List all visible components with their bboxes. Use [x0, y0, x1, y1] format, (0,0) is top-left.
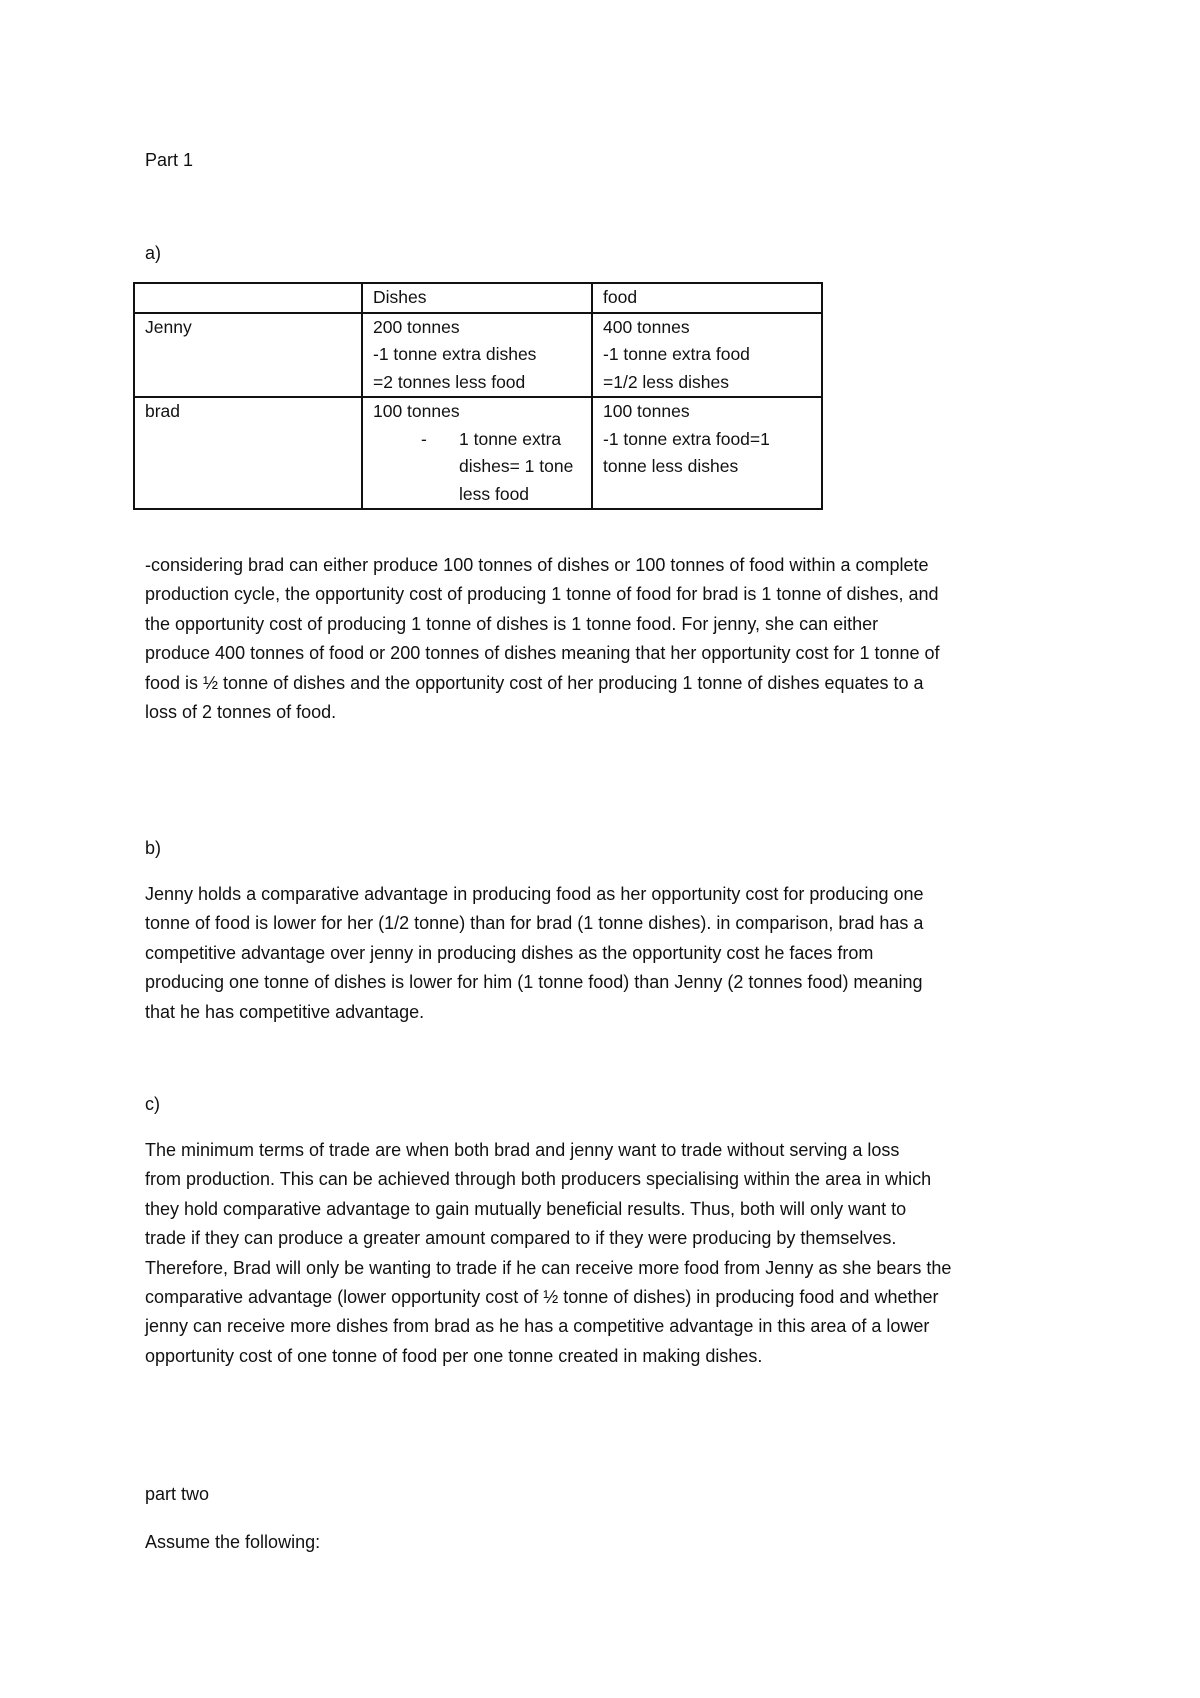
part-two-heading: part two: [145, 1484, 210, 1504]
section-a-label: a): [145, 243, 162, 263]
brad-food-line-3: tonne less dishes: [603, 456, 739, 476]
row-label-brad: brad: [134, 397, 362, 509]
brad-food-cell: [592, 397, 822, 509]
para-c-line: Therefore, Brad will only be wanting to trade if he can receive more food from Jenny as she bears the: [145, 1257, 952, 1278]
para-c-line: comparative advantage (lower opportunity cost of ½ tonne of dishes) in producing food and whether: [145, 1287, 939, 1308]
para-b-line: tonne of food is lower for her (1/2 tonne) than for brad (1 tonne dishes). in comparison, brad has a: [145, 913, 924, 934]
section-b-paragraph: [145, 880, 1080, 1027]
table-header-dishes: Dishes: [362, 283, 592, 313]
para-a-line: produce 400 tonnes of food or 200 tonnes of dishes meaning that her opportunity cost for 1 tonne of: [145, 643, 940, 664]
para-b-line: Jenny holds a comparative advantage in producing food as her opportunity cost for producing one: [145, 884, 924, 904]
jenny-food-line-3: =1/2 less dishes: [603, 371, 729, 392]
para-c-line: opportunity cost of one tonne of food per one tonne created in making dishes.: [145, 1345, 763, 1366]
jenny-dishes-line-2: -1 tonne extra dishes: [373, 344, 537, 364]
jenny-dishes-line-3: =2 tonnes less food: [373, 371, 526, 392]
para-a-line: food is ½ tonne of dishes and the opportunity cost of her producing 1 tonne of dishes equates to a: [145, 672, 924, 693]
brad-dishes-item-line-3: less food: [459, 483, 530, 504]
para-b-line: that he has competitive advantage.: [145, 1001, 425, 1022]
para-c-line: they hold comparative advantage to gain mutually beneficial results. Thus, both will only want to: [145, 1198, 907, 1219]
para-c-line: jenny can receive more dishes from brad as he has a competitive advantage in this area of a lower: [145, 1316, 930, 1337]
section-b-label: b): [145, 838, 162, 858]
assume-line: Assume the following:: [145, 1532, 321, 1552]
brad-food-line-2: -1 tonne extra food=1: [603, 428, 770, 449]
brad-dishes-bullet-item: [373, 426, 591, 509]
table-header-food: food: [592, 283, 822, 313]
para-c-line: from production. This can be achieved through both producers specialising within the area in which: [145, 1169, 932, 1190]
jenny-dishes-cell: [362, 313, 592, 398]
jenny-dishes-line-1: 200 tonnes: [373, 316, 460, 337]
para-a-line: -considering brad can either produce 100 tonnes of dishes or 100 tonnes of food within a complete: [145, 555, 929, 575]
section-a-paragraph: [145, 551, 1080, 727]
brad-dishes-line-1: 100 tonnes: [373, 401, 460, 421]
part-1-heading: Part 1: [145, 150, 194, 170]
dash-bullet: -: [421, 428, 427, 449]
brad-dishes-cell: [362, 397, 592, 509]
section-c-paragraph: [145, 1136, 1080, 1371]
para-a-line: the opportunity cost of producing 1 tonne of dishes is 1 tonne food. For jenny, she can either: [145, 613, 879, 634]
para-b-line: producing one tonne of dishes is lower for him (1 tonne food) than Jenny (2 tonnes food) meaning: [145, 972, 923, 993]
brad-dishes-item-line-1: 1 tonne extra: [459, 428, 562, 449]
jenny-food-line-2: -1 tonne extra food: [603, 344, 750, 364]
table-header-row: [134, 283, 822, 313]
para-a-line: production cycle, the opportunity cost of producing 1 tonne of food for brad is 1 tonne of dishes, and: [145, 584, 939, 605]
brad-dishes-item-line-2: dishes= 1 tone: [459, 456, 574, 476]
para-b-line: competitive advantage over jenny in producing dishes as the opportunity cost he faces from: [145, 942, 874, 963]
opportunity-cost-table: [133, 282, 823, 510]
table-row-brad: [134, 397, 822, 509]
jenny-food-line-1: 400 tonnes: [603, 316, 690, 337]
brad-food-line-1: 100 tonnes: [603, 401, 690, 421]
jenny-food-cell: [592, 313, 822, 398]
table-header-empty: [134, 283, 362, 313]
para-a-line: loss of 2 tonnes of food.: [145, 702, 337, 723]
para-c-line: trade if they can produce a greater amount compared to if they were producing by themselves.: [145, 1228, 897, 1249]
row-label-jenny: Jenny: [134, 313, 362, 398]
table-row-jenny: [134, 313, 822, 398]
section-c-label: c): [145, 1094, 160, 1114]
para-c-line: The minimum terms of trade are when both brad and jenny want to trade without serving a loss: [145, 1140, 900, 1160]
